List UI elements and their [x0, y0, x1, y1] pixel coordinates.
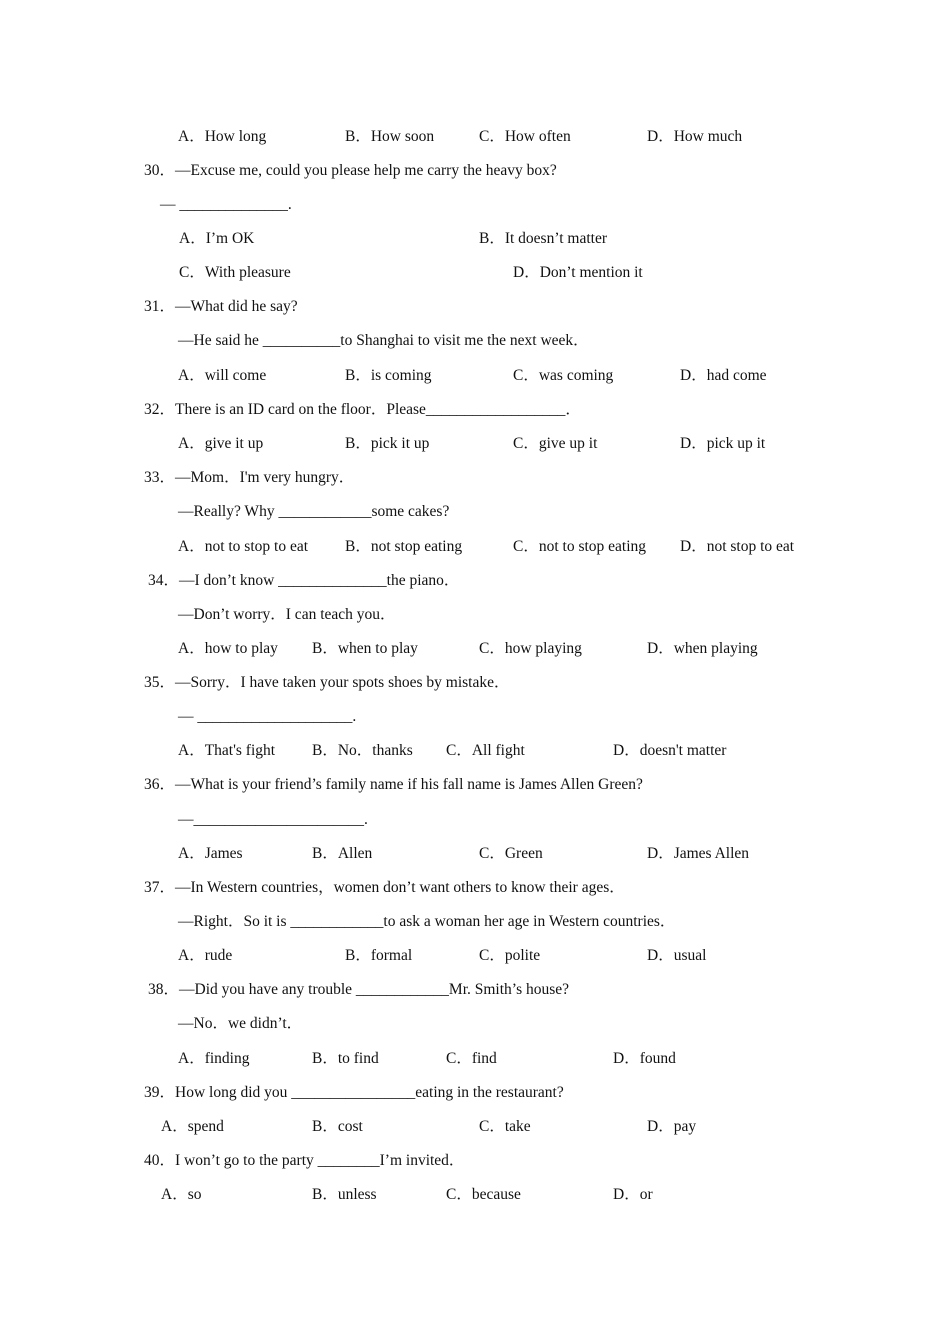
q29-option-b: B．How soon [345, 128, 435, 145]
q32-question: 32．There is an ID card on the floor．Please__________________． [144, 401, 581, 418]
q36-question: 36．—What is your friend’s family name if his fall name is James Allen Green? [144, 776, 643, 793]
q33-dialogue: —Really? Why ____________some cakes? [178, 503, 450, 520]
q31-option-a: A．will come [178, 367, 267, 384]
q31-dialogue: —He said he __________to Shanghai to visit me the next week． [178, 332, 589, 349]
q40-question: 40．I won’t go to the party ________I’m invited． [144, 1152, 465, 1169]
q32-option-c: C．give up it [513, 435, 598, 452]
q38-dialogue: —No．we didn’t． [178, 1015, 303, 1032]
q30-option-c: C．With pleasure [179, 264, 291, 281]
q35-option-c: C．All fight [446, 742, 525, 759]
q39-option-c: C．take [479, 1118, 531, 1135]
q29-option-a: A．How long [178, 128, 267, 145]
q36-option-a: A．James [178, 845, 243, 862]
q35-question: 35．—Sorry．I have taken your spots shoes by mistake． [144, 674, 510, 691]
q40-option-b: B．unless [312, 1186, 377, 1203]
q35-option-a: A．That's fight [178, 742, 276, 759]
q34-option-d: D．when playing [647, 640, 758, 657]
q33-option-c: C．not to stop eating [513, 538, 647, 555]
q36-option-b: B．Allen [312, 845, 373, 862]
q39-option-a: A．spend [161, 1118, 224, 1135]
q38-option-c: C．find [446, 1050, 497, 1067]
q31-question: 31．—What did he say? [144, 298, 298, 315]
q38-option-a: A．finding [178, 1050, 250, 1067]
q37-question: 37．—In Western countries，women don’t want others to know their ages． [144, 879, 625, 896]
q38-question: 38．—Did you have any trouble ____________Mr. Smith’s house? [148, 981, 570, 998]
q37-option-a: A．rude [178, 947, 233, 964]
q39-option-b: B．cost [312, 1118, 363, 1135]
q39-question: 39．How long did you ________________eating in the restaurant? [144, 1084, 564, 1101]
q33-option-a: A．not to stop to eat [178, 538, 309, 555]
q30-option-d: D．Don’t mention it [513, 264, 643, 281]
q34-question: 34．—I don’t know ______________the piano． [148, 572, 460, 589]
q35-answer-line: — ____________________. [178, 708, 357, 725]
q33-option-d: D．not stop to eat [680, 538, 795, 555]
q40-option-a: A．so [161, 1186, 202, 1203]
q33-question: 33．—Mom．I'm very hungry． [144, 469, 355, 486]
q34-option-a: A．how to play [178, 640, 278, 657]
q29-option-c: C．How often [479, 128, 571, 145]
q36-answer-line: —______________________. [178, 811, 368, 828]
q31-option-b: B．is coming [345, 367, 432, 384]
q31-option-d: D．had come [680, 367, 767, 384]
q29-option-d: D．How much [647, 128, 743, 145]
q39-option-d: D．pay [647, 1118, 697, 1135]
q37-option-d: D．usual [647, 947, 707, 964]
q40-option-d: D．or [613, 1186, 653, 1203]
q32-option-b: B．pick it up [345, 435, 430, 452]
q37-option-b: B．formal [345, 947, 413, 964]
q31-option-c: C．was coming [513, 367, 614, 384]
q30-question: 30．—Excuse me, could you please help me carry the heavy box? [144, 162, 557, 179]
q38-option-d: D．found [613, 1050, 676, 1067]
q34-dialogue: —Don’t worry．I can teach you． [178, 606, 396, 623]
q34-option-c: C．how playing [479, 640, 582, 657]
q40-option-c: C．because [446, 1186, 521, 1203]
q37-dialogue: —Right．So it is ____________to ask a woman her age in Western countries． [178, 913, 676, 930]
q36-option-d: D．James Allen [647, 845, 750, 862]
q35-option-b: B．No．thanks [312, 742, 413, 759]
q35-option-d: D．doesn't matter [613, 742, 727, 759]
q36-option-c: C．Green [479, 845, 543, 862]
q32-option-d: D．pick up it [680, 435, 766, 452]
q37-option-c: C．polite [479, 947, 541, 964]
q30-option-a: A．I’m OK [179, 230, 255, 247]
q34-option-b: B．when to play [312, 640, 418, 657]
q33-option-b: B．not stop eating [345, 538, 463, 555]
q32-option-a: A．give it up [178, 435, 264, 452]
q30-answer-line: — ______________. [160, 196, 292, 213]
q30-option-b: B．It doesn’t matter [479, 230, 607, 247]
q38-option-b: B．to find [312, 1050, 379, 1067]
